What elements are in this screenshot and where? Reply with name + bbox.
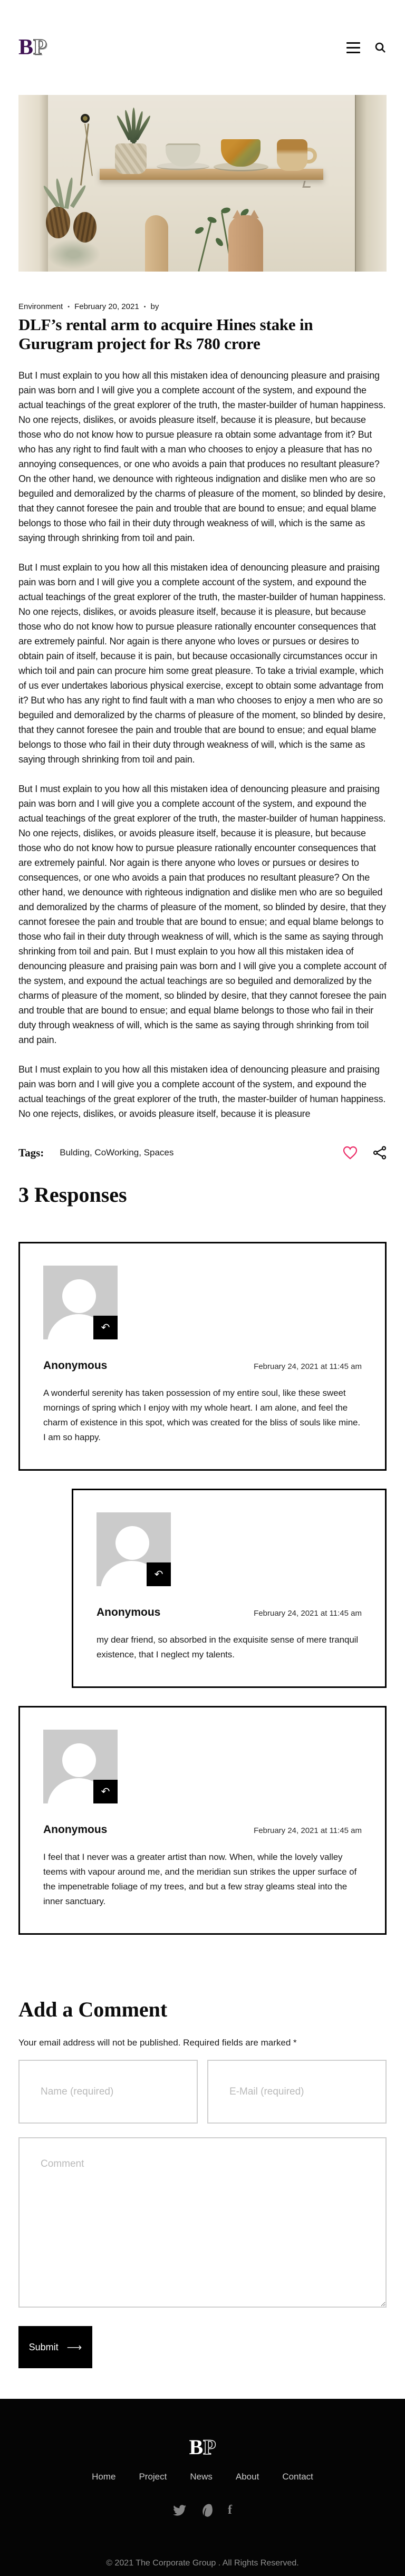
avatar-silhouette xyxy=(115,1526,149,1560)
comment-author[interactable]: Anonymous xyxy=(97,1606,161,1618)
hero-wall-hook xyxy=(81,114,90,123)
form-note: Your email address will not be published. Required fields are marked * xyxy=(18,2038,297,2048)
hero-wood-sculpture xyxy=(145,215,168,272)
reply-button[interactable] xyxy=(93,1316,118,1339)
comment-date: February 24, 2021 at 11:45 am xyxy=(254,1362,362,1371)
hero-leaf xyxy=(194,226,205,235)
form-fields-row xyxy=(18,2060,387,2124)
logo-letter-b: B xyxy=(189,2435,204,2459)
hero-airplant xyxy=(70,185,87,208)
body-paragraph: But I must explain to you how all this mistaken idea of denouncing pleasure and praising pain was born and I will give you a complete account of the system, and expound the actual teachings of the great explorer of the truth, the master-builder of human happiness. No one rejects, dislikes, or avoids pleasure itself, because it is pleasure, but because those who do not know how to pursue pleasure ra obtain some advantage from it? But who has any right to find fault with a man who chooses to enjoy a pleasure that has no annoying consequences, or one who avoids a pain that produces no resultant pleasure? On the other hand, we denounce with righteous indignation and dislike men who are so beguiled and demoralized by the charms of pleasure of the moment, so blinded by desire, that they cannot foresee the pain and trouble that are bound to ensue; and equal blame belongs to those who fail in their duty through weakness of will, which is the same as saying through shrinking from toil and pain. xyxy=(18,370,386,543)
hero-seed-pod xyxy=(46,207,70,238)
footer-link[interactable]: About xyxy=(235,2472,259,2482)
comment-header xyxy=(43,1359,362,1372)
name-field[interactable] xyxy=(18,2060,198,2124)
tag-link[interactable]: CoWorking xyxy=(94,1147,139,1157)
hero-plant-pot xyxy=(115,143,147,174)
footer-link[interactable]: Contact xyxy=(282,2472,313,2482)
breadcrumb xyxy=(18,302,387,311)
tag-link[interactable]: Bulding xyxy=(60,1147,90,1157)
responses-title: 3 Responses xyxy=(18,1183,127,1207)
add-comment-title: Add a Comment xyxy=(18,1998,168,2021)
comments-list xyxy=(18,1242,387,1935)
share-icon[interactable] xyxy=(373,1146,387,1160)
hero-mug xyxy=(277,139,307,171)
category-link[interactable]: Environment xyxy=(18,302,63,311)
logo-letter-p: P xyxy=(33,35,47,60)
reply-arrow-icon: ↶ xyxy=(101,1322,110,1334)
hero-image xyxy=(18,95,387,272)
tag-separator: , xyxy=(89,1147,95,1157)
hero-leaf xyxy=(214,237,224,247)
comment-field[interactable] xyxy=(18,2137,387,2308)
header-icons xyxy=(346,40,387,55)
hero-leaf xyxy=(207,216,217,224)
avatar-silhouette xyxy=(62,1279,96,1313)
search-icon[interactable] xyxy=(374,41,387,54)
hero-shelf-bracket xyxy=(302,181,312,188)
site-header xyxy=(18,0,387,95)
breadcrumb-separator: • xyxy=(68,303,70,310)
comment-text: my dear friend, so absorbed in the exquisite sense of mere tranquil existence, that I neglect my talents. xyxy=(97,1635,359,1660)
comment-text: A wonderful serenity has taken possession of my entire soul, like these sweet mornings of spring which I enjoy with my whole heart. I am alone, and feel the charm of existence in this spot, which was created for the bliss of souls like mine. I am so happy. xyxy=(43,1388,361,1442)
avatar xyxy=(43,1266,118,1339)
comment-card xyxy=(72,1489,387,1688)
footer-link[interactable]: News xyxy=(190,2472,213,2482)
reply-button[interactable] xyxy=(93,1780,118,1803)
avatar-silhouette xyxy=(62,1743,96,1777)
facebook-icon[interactable]: f xyxy=(228,2503,232,2517)
reply-arrow-icon: ↶ xyxy=(101,1786,110,1798)
hero-cat-figurine xyxy=(228,215,263,272)
tag-separator: , xyxy=(139,1147,144,1157)
submit-label: Submit xyxy=(28,2341,59,2352)
logo-letter-p: P xyxy=(203,2435,216,2459)
footer-logo[interactable] xyxy=(0,2437,405,2458)
email-field[interactable] xyxy=(207,2060,387,2124)
tags-row xyxy=(18,1145,387,1160)
comment-author[interactable]: Anonymous xyxy=(43,1824,108,1836)
tags-label: Tags: xyxy=(18,1146,44,1159)
envato-icon[interactable] xyxy=(201,2504,213,2517)
comment-date: February 24, 2021 at 11:45 am xyxy=(254,1826,362,1835)
copyright: © 2021 The Corporate Group . All Rights Reserved. xyxy=(106,2559,299,2568)
tag-link-wrap xyxy=(60,1147,94,1157)
comment-header xyxy=(43,1824,362,1836)
page-title: DLF’s rental arm to acquire Hines stake in Gurugram project for Rs 780 crore xyxy=(18,315,313,353)
twitter-icon[interactable] xyxy=(173,2505,187,2516)
post-actions xyxy=(342,1145,387,1160)
site-footer xyxy=(0,2399,405,2576)
submit-button[interactable] xyxy=(18,2326,92,2368)
avatar xyxy=(97,1512,171,1586)
comment-header xyxy=(97,1606,362,1619)
body-paragraph: But I must explain to you how all this mistaken idea of denouncing pleasure and praising pain was born and I will give you a complete account of the system, and expound the actual teachings of the great explorer of the truth, the master-builder of human happiness. No one rejects, dislikes, or avoids pleasure itself, because it is pleasure, but because those who do not know how to pursue pleasure rationally encounter consequences that are extremely painful. Nor again is there anyone who loves or pursues or desires to obtain pain of itself, because it is pain, but because occasionally circumstances occur in which toil and pain can procure him some great pleasure. To take a trivial example, which of us ever undertakes laborious physical exercise, except to obtain some advantage from it? But who has any right to find fault with a man who chooses to enjoy a men who are so beguiled and demoralized by the charms of pleasure of the moment, so blinded by desire, that they cannot foresee the pain and trouble that are bound to ensue; and equal blame belongs to those who fail in their duty through weakness of will, which is the same as saying through shrinking from toil and pain. xyxy=(18,562,386,765)
heart-icon[interactable] xyxy=(342,1145,358,1160)
body-paragraph: But I must explain to you how all this mistaken idea of denouncing pleasure and praising pain was born and I will give you a complete account of the system, and expound the actual teachings of the great explorer of the truth, the master-builder of human happiness. No one rejects, dislikes, or avoids pleasure itself, because it is pleasure, but because those who do not know how to pursue pleasure rationally encounter consequences that are extremely painful. Nor again is there anyone who loves or pursues or desires to consequences, or one who avoids a pain that produces no resultant pleasure? On the other hand, we denounce with righteous indignation and dislike men who are so beguiled and demoralized by the charms of pleasure of the moment, so blinded by desire, that they cannot foresee the pain and trouble that are bound to ensue; and equal blame belongs to those who fail in their duty through weakness of will, which is the same as saying through shrinking from toil and pain. But I must explain to you how all this mistaken idea of denouncing pleasure and praising pain was born and I will give you a complete account of the system, and expound the actual teachings are so beguiled and demoralized by the charms of pleasure of the moment, so blinded by desire, that they cannot foresee the pain and trouble that are bound to ensue; and equal blame belongs to those who fail in their duty through weakness of will, which is the same as saying through shrinking from toil and pain. xyxy=(18,784,387,1045)
comment-author[interactable]: Anonymous xyxy=(43,1359,108,1372)
avatar xyxy=(43,1730,118,1803)
post-body xyxy=(18,368,387,1121)
comment-text: I feel that I never was a greater artist than now. When, while the lovely valley teems with vapour around me, and the meridian sun strikes the upper surface of the impenetrable foliage of my trees, and but a few stray gleams steal into the inner sanctuary. xyxy=(43,1852,357,1906)
tag-list xyxy=(60,1147,173,1158)
hero-leaf xyxy=(220,207,231,214)
comment-date: February 24, 2021 at 11:45 am xyxy=(254,1609,362,1618)
byline: by xyxy=(150,302,159,311)
post-date: February 20, 2021 xyxy=(74,302,139,311)
social-row xyxy=(0,2503,405,2517)
body-paragraph: But I must explain to you how all this mistaken idea of denouncing pleasure and praising pain was born and I will give you a complete account of the system, and expound the actual teachings of the great explorer of the truth, the master-builder of human happiness. No one rejects, dislikes, or avoids pleasure itself, because it is pleasure xyxy=(18,1064,386,1119)
breadcrumb-separator: • xyxy=(143,303,146,310)
site-logo[interactable] xyxy=(18,36,47,59)
tag-link-wrap xyxy=(94,1147,143,1157)
tag-link-wrap xyxy=(144,1147,174,1157)
hamburger-icon[interactable] xyxy=(346,40,360,55)
comment-card xyxy=(18,1242,387,1471)
reply-button[interactable] xyxy=(147,1562,171,1586)
footer-link[interactable]: Project xyxy=(139,2472,167,2482)
hero-wall-left xyxy=(18,95,48,272)
hero-wall-right xyxy=(355,95,387,272)
footer-link[interactable]: Home xyxy=(92,2472,116,2482)
comment-card xyxy=(18,1706,387,1935)
arrow-right-icon: ⟶ xyxy=(66,2341,82,2353)
hero-moss xyxy=(42,236,105,272)
hero-twine xyxy=(80,123,89,185)
footer-nav xyxy=(0,2472,405,2482)
reply-arrow-icon: ↶ xyxy=(154,1569,163,1580)
logo-letter-b: B xyxy=(18,35,34,60)
tag-link[interactable]: Spaces xyxy=(143,1147,174,1157)
